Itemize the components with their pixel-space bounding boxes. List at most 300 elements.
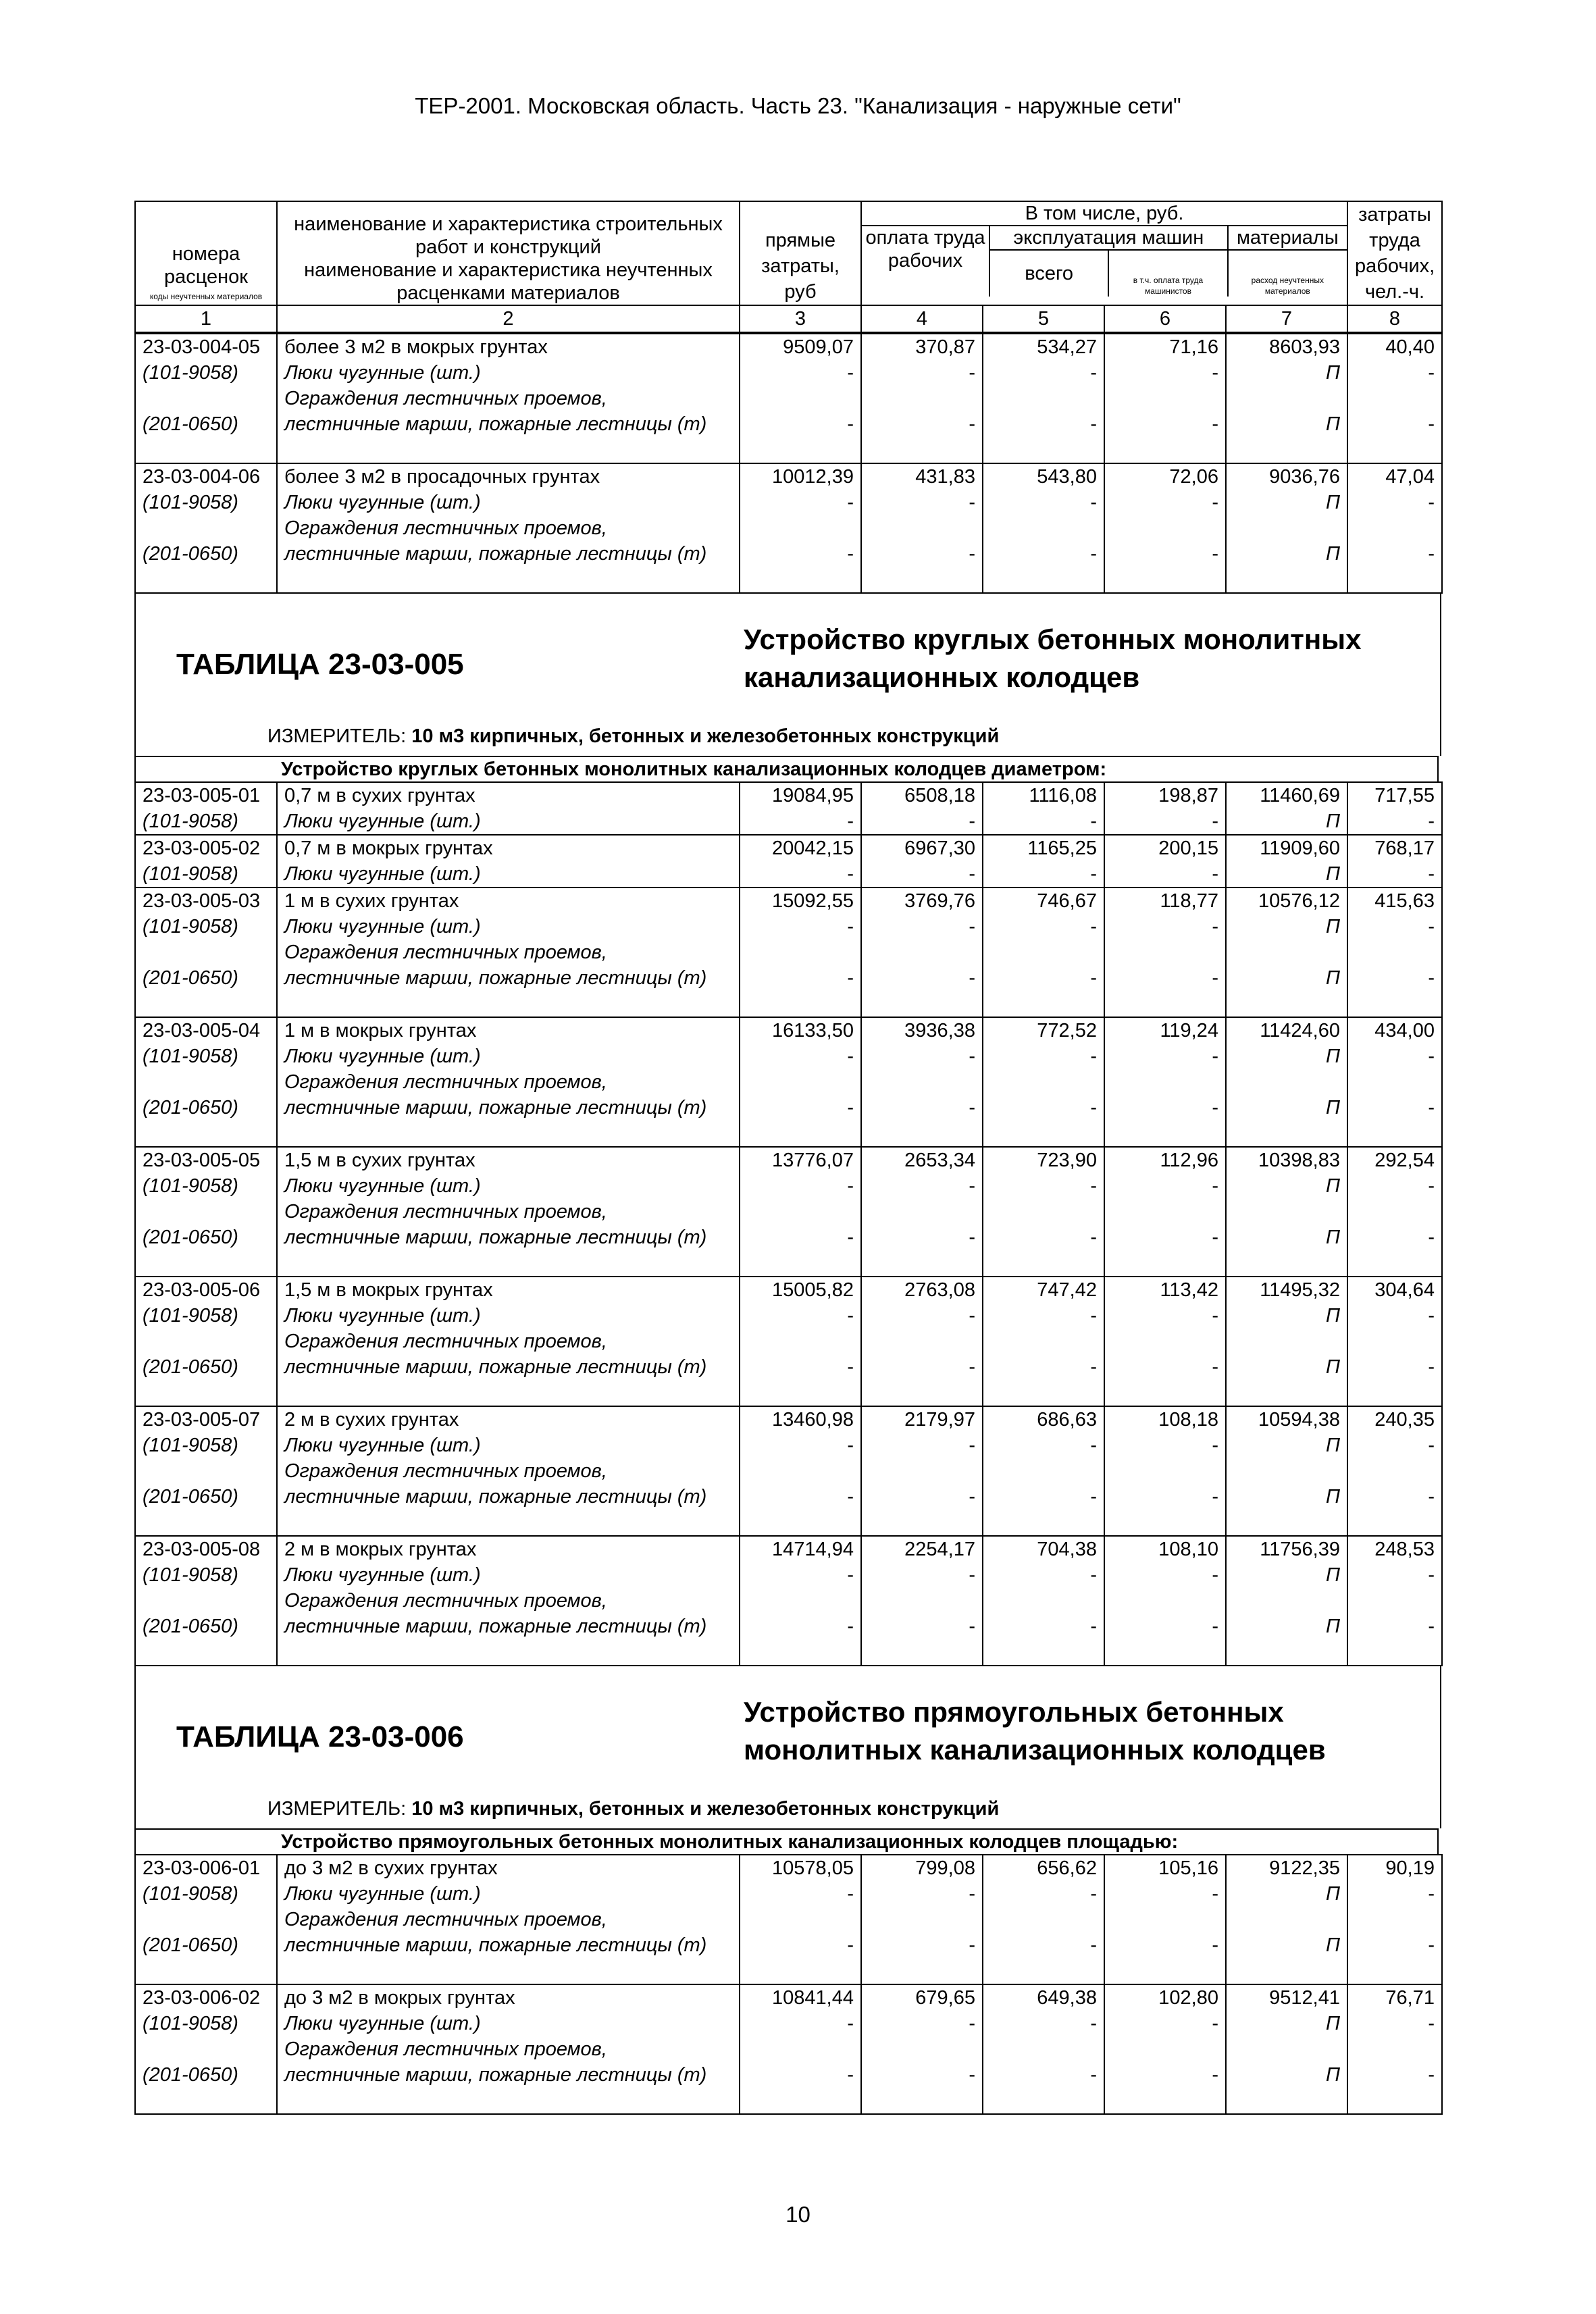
rate-value: 1165,25	[983, 835, 1104, 861]
material-p: П	[1226, 490, 1347, 515]
spacer-cell	[861, 991, 983, 1017]
material-dash	[1104, 1907, 1226, 1932]
rate-value: 11495,32	[1226, 1277, 1347, 1303]
material-dash	[861, 1907, 983, 1932]
material-dash: -	[1347, 914, 1442, 940]
material-name: Люки чугунные (шт.)	[277, 861, 740, 888]
spacer-cell	[983, 1250, 1104, 1277]
material-name: лестничные марши, пожарные лестницы (т)	[277, 1095, 740, 1121]
spacer-cell	[135, 1121, 277, 1147]
material-dash: -	[861, 861, 983, 888]
material-dash	[740, 1588, 861, 1614]
rate-code: 23-03-006-01	[135, 1855, 277, 1881]
table-006-heading	[134, 1666, 1441, 1828]
spacer-cell	[1347, 2088, 1442, 2114]
material-row	[135, 490, 1442, 515]
spacer-cell	[1347, 1958, 1442, 1984]
rate-value: 8603,93	[1226, 334, 1347, 360]
material-p: П	[1226, 411, 1347, 437]
rate-value: 434,00	[1347, 1017, 1442, 1044]
spacer-cell	[861, 1121, 983, 1147]
material-dash: -	[983, 914, 1104, 940]
material-dash: -	[740, 1614, 861, 1639]
spacer-cell	[740, 567, 861, 593]
material-dash	[861, 940, 983, 965]
material-dash	[1104, 1329, 1226, 1354]
material-dash	[983, 1907, 1104, 1932]
rate-value: 772,52	[983, 1017, 1104, 1044]
material-name: лестничные марши, пожарные лестницы (т)	[277, 1225, 740, 1250]
material-code: (101-9058)	[135, 360, 277, 386]
rate-name: 0,7 м в сухих грунтах	[277, 782, 740, 808]
material-dash: -	[1347, 1484, 1442, 1510]
spacer-cell	[277, 991, 740, 1017]
page-header: ТЕР-2001. Московская область. Часть 23. "Канализация - наружные сети"	[415, 93, 1181, 118]
material-p	[1226, 1907, 1347, 1932]
material-dash: -	[1347, 1173, 1442, 1199]
material-dash: -	[983, 1173, 1104, 1199]
rate-value: 431,83	[861, 463, 983, 490]
material-dash: -	[1104, 1354, 1226, 1380]
rate-value: 10594,38	[1226, 1406, 1347, 1433]
material-code: (201-0650)	[135, 1932, 277, 1958]
spacer-cell	[983, 1380, 1104, 1406]
material-dash: -	[861, 1173, 983, 1199]
material-p: П	[1226, 808, 1347, 835]
material-p: П	[1226, 2011, 1347, 2036]
rate-code: 23-03-005-05	[135, 1147, 277, 1173]
material-dash: -	[740, 861, 861, 888]
rate-value: 72,06	[1104, 463, 1226, 490]
row-spacer	[135, 1958, 1442, 1984]
material-dash: -	[983, 1354, 1104, 1380]
material-dash: -	[1347, 2062, 1442, 2088]
spacer-cell	[1347, 437, 1442, 463]
spacer-cell	[983, 991, 1104, 1017]
material-name: Ограждения лестничных проемов,	[277, 1069, 740, 1095]
material-p	[1226, 1458, 1347, 1484]
row-spacer	[135, 1380, 1442, 1406]
rate-value: 13776,07	[740, 1147, 861, 1173]
material-dash	[740, 1199, 861, 1225]
material-dash	[1104, 1458, 1226, 1484]
spacer-cell	[1226, 567, 1347, 593]
material-name: Люки чугунные (шт.)	[277, 360, 740, 386]
rate-code: 23-03-005-06	[135, 1277, 277, 1303]
rate-value: 90,19	[1347, 1855, 1442, 1881]
spacer-cell	[1347, 1639, 1442, 1666]
spacer-cell	[1226, 1380, 1347, 1406]
spacer-cell	[135, 567, 277, 593]
material-code: (101-9058)	[135, 1881, 277, 1907]
material-row	[135, 1069, 1442, 1095]
page-number: 10	[786, 2202, 810, 2227]
spacer-cell	[1226, 991, 1347, 1017]
material-dash: -	[740, 1095, 861, 1121]
material-dash: -	[1104, 914, 1226, 940]
material-dash: -	[861, 1562, 983, 1588]
rate-code: 23-03-005-01	[135, 782, 277, 808]
material-dash: -	[1104, 360, 1226, 386]
rate-name: 1,5 м в мокрых грунтах	[277, 1277, 740, 1303]
material-dash: -	[983, 1562, 1104, 1588]
material-dash: -	[983, 1044, 1104, 1069]
rate-value: 1116,08	[983, 782, 1104, 808]
breakdown-header: В том числе, руб. оплата труда рабочих эксплуатация машин материалы всего в т.ч. оплата труда машинистов расход неучтенных материалов	[861, 201, 1347, 305]
rate-value: 14714,94	[740, 1536, 861, 1562]
material-code	[135, 1329, 277, 1354]
rate-value: 747,42	[983, 1277, 1104, 1303]
rate-value: 9512,41	[1226, 1984, 1347, 2011]
rate-value: 304,64	[1347, 1277, 1442, 1303]
material-dash: -	[983, 1614, 1104, 1639]
spacer-cell	[1347, 1250, 1442, 1277]
spacer-cell	[861, 1380, 983, 1406]
rate-name: 1 м в мокрых грунтах	[277, 1017, 740, 1044]
material-dash: -	[983, 1932, 1104, 1958]
material-dash: -	[861, 1225, 983, 1250]
material-dash: -	[1104, 2062, 1226, 2088]
material-dash: -	[1347, 490, 1442, 515]
material-dash: -	[1104, 490, 1226, 515]
spacer-cell	[1104, 437, 1226, 463]
rate-value: 2179,97	[861, 1406, 983, 1433]
material-dash: -	[861, 1614, 983, 1639]
material-p	[1226, 940, 1347, 965]
material-p: П	[1226, 1433, 1347, 1458]
material-dash	[1347, 2036, 1442, 2062]
material-row	[135, 861, 1442, 888]
column-header-table	[134, 201, 1443, 333]
spacer-cell	[861, 1510, 983, 1536]
material-row	[135, 1562, 1442, 1588]
material-name: лестничные марши, пожарные лестницы (т)	[277, 1354, 740, 1380]
spacer-cell	[1104, 991, 1226, 1017]
material-row	[135, 1881, 1442, 1907]
material-p: П	[1226, 965, 1347, 991]
material-dash: -	[740, 1044, 861, 1069]
material-dash: -	[740, 1932, 861, 1958]
material-code	[135, 940, 277, 965]
rate-value: 102,80	[1104, 1984, 1226, 2011]
material-dash	[983, 2036, 1104, 2062]
rate-value: 248,53	[1347, 1536, 1442, 1562]
material-dash	[1347, 940, 1442, 965]
rate-code: 23-03-006-02	[135, 1984, 277, 2011]
material-row	[135, 940, 1442, 965]
rates-document	[134, 201, 1441, 2115]
material-dash: -	[1104, 1095, 1226, 1121]
rate-value: 108,18	[1104, 1406, 1226, 1433]
spacer-cell	[135, 1510, 277, 1536]
material-p	[1226, 1329, 1347, 1354]
col5-header: всего	[989, 250, 1108, 297]
material-p: П	[1226, 861, 1347, 888]
material-dash	[983, 515, 1104, 541]
material-dash	[1347, 515, 1442, 541]
material-row	[135, 1303, 1442, 1329]
material-dash	[740, 515, 861, 541]
rate-name: более 3 м2 в просадочных грунтах	[277, 463, 740, 490]
material-row	[135, 360, 1442, 386]
rate-code: 23-03-004-05	[135, 334, 277, 360]
rate-value: 292,54	[1347, 1147, 1442, 1173]
material-dash	[740, 1907, 861, 1932]
material-code: (201-0650)	[135, 965, 277, 991]
material-dash	[1104, 1069, 1226, 1095]
spacer-cell	[740, 1639, 861, 1666]
material-name: Люки чугунные (шт.)	[277, 1303, 740, 1329]
material-dash: -	[740, 1354, 861, 1380]
material-code: (201-0650)	[135, 1225, 277, 1250]
material-dash: -	[740, 490, 861, 515]
spacer-cell	[1104, 1958, 1226, 1984]
material-row	[135, 1199, 1442, 1225]
rate-value: 9036,76	[1226, 463, 1347, 490]
col2-header: наименование и характеристика строительных работ и конструкций наименование и характеристика неучтенных расценками материалов	[277, 201, 740, 305]
material-row	[135, 1354, 1442, 1380]
spacer-cell	[1104, 1639, 1226, 1666]
material-code: (201-0650)	[135, 1354, 277, 1380]
spacer-cell	[277, 1510, 740, 1536]
material-code: (101-9058)	[135, 490, 277, 515]
rate-value: 76,71	[1347, 1984, 1442, 2011]
rate-name: до 3 м2 в мокрых грунтах	[277, 1984, 740, 2011]
spacer-cell	[1226, 1639, 1347, 1666]
rate-name: до 3 м2 в сухих грунтах	[277, 1855, 740, 1881]
material-dash: -	[740, 1881, 861, 1907]
spacer-cell	[1104, 2088, 1226, 2114]
material-dash	[1104, 1199, 1226, 1225]
table-005-subheading: Устройство круглых бетонных монолитных канализационных колодцев диаметром:	[134, 756, 1439, 781]
material-dash: -	[1347, 1095, 1442, 1121]
material-dash	[861, 386, 983, 411]
rate-value: 649,38	[983, 1984, 1104, 2011]
material-p: П	[1226, 541, 1347, 567]
material-name: Люки чугунные (шт.)	[277, 808, 740, 835]
rate-code: 23-03-005-02	[135, 835, 277, 861]
rate-value: 15092,55	[740, 888, 861, 914]
spacer-cell	[1347, 1510, 1442, 1536]
material-dash: -	[861, 914, 983, 940]
material-code	[135, 1588, 277, 1614]
spacer-cell	[983, 2088, 1104, 2114]
material-dash	[1347, 1329, 1442, 1354]
material-row	[135, 1095, 1442, 1121]
material-dash: -	[740, 2011, 861, 2036]
material-dash: -	[740, 1562, 861, 1588]
table-row	[135, 1277, 1442, 1303]
material-name: лестничные марши, пожарные лестницы (т)	[277, 1484, 740, 1510]
spacer-cell	[861, 1250, 983, 1277]
rate-name: 0,7 м в мокрых грунтах	[277, 835, 740, 861]
spacer-cell	[861, 1639, 983, 1666]
material-row	[135, 914, 1442, 940]
rate-value: 704,38	[983, 1536, 1104, 1562]
table-005-number: ТАБЛИЦА 23-03-005	[176, 648, 464, 681]
rate-value: 656,62	[983, 1855, 1104, 1881]
rate-value: 11460,69	[1226, 782, 1347, 808]
material-code	[135, 1199, 277, 1225]
material-row	[135, 1614, 1442, 1639]
material-p: П	[1226, 1614, 1347, 1639]
material-row	[135, 2011, 1442, 2036]
rate-code: 23-03-004-06	[135, 463, 277, 490]
table-row	[135, 835, 1442, 861]
material-dash: -	[1104, 1881, 1226, 1907]
material-row	[135, 1484, 1442, 1510]
spacer-cell	[1347, 991, 1442, 1017]
spacer-cell	[983, 1958, 1104, 1984]
row-spacer	[135, 1250, 1442, 1277]
material-row	[135, 1173, 1442, 1199]
material-row	[135, 1044, 1442, 1069]
material-row	[135, 541, 1442, 567]
material-p: П	[1226, 360, 1347, 386]
material-p	[1226, 1588, 1347, 1614]
material-code	[135, 1069, 277, 1095]
rate-value: 198,87	[1104, 782, 1226, 808]
rate-value: 10578,05	[740, 1855, 861, 1881]
material-dash: -	[983, 1095, 1104, 1121]
rows-006	[134, 1854, 1443, 2115]
table-row	[135, 1147, 1442, 1173]
rate-value: 240,35	[1347, 1406, 1442, 1433]
material-dash: -	[1104, 541, 1226, 567]
material-dash	[861, 515, 983, 541]
material-name: лестничные марши, пожарные лестницы (т)	[277, 411, 740, 437]
material-code	[135, 1907, 277, 1932]
material-code: (201-0650)	[135, 1095, 277, 1121]
table-005-measure: ИЗМЕРИТЕЛЬ: 10 м3 кирпичных, бетонных и железобетонных конструкций	[267, 725, 1000, 747]
material-dash	[983, 1199, 1104, 1225]
table-row	[135, 334, 1442, 360]
material-p	[1226, 1069, 1347, 1095]
material-code: (101-9058)	[135, 1173, 277, 1199]
material-dash: -	[1104, 965, 1226, 991]
table-005-heading	[134, 594, 1441, 756]
material-dash: -	[1347, 808, 1442, 835]
material-dash: -	[983, 2062, 1104, 2088]
material-dash: -	[1104, 1614, 1226, 1639]
rate-name: 1 м в сухих грунтах	[277, 888, 740, 914]
material-dash	[861, 1588, 983, 1614]
material-dash: -	[861, 411, 983, 437]
row-spacer	[135, 991, 1442, 1017]
material-p: П	[1226, 1562, 1347, 1588]
material-code	[135, 386, 277, 411]
spacer-cell	[1226, 1958, 1347, 1984]
rate-value: 723,90	[983, 1147, 1104, 1173]
material-dash: -	[740, 1173, 861, 1199]
material-dash	[861, 1329, 983, 1354]
material-row	[135, 386, 1442, 411]
rate-value: 112,96	[1104, 1147, 1226, 1173]
spacer-cell	[983, 437, 1104, 463]
rate-value: 19084,95	[740, 782, 861, 808]
material-row	[135, 1329, 1442, 1354]
rate-value: 3769,76	[861, 888, 983, 914]
spacer-cell	[1226, 1250, 1347, 1277]
material-dash	[1104, 515, 1226, 541]
rate-value: 108,10	[1104, 1536, 1226, 1562]
material-code: (101-9058)	[135, 1303, 277, 1329]
column-number-row: 1 2 3 4 5 6 7 8	[135, 305, 1442, 332]
material-dash: -	[1347, 1225, 1442, 1250]
rate-name: более 3 м2 в мокрых грунтах	[277, 334, 740, 360]
rate-value: 10012,39	[740, 463, 861, 490]
spacer-cell	[135, 1250, 277, 1277]
spacer-cell	[861, 567, 983, 593]
material-dash	[1347, 1069, 1442, 1095]
spacer-cell	[277, 1639, 740, 1666]
material-name: лестничные марши, пожарные лестницы (т)	[277, 2062, 740, 2088]
rate-value: 16133,50	[740, 1017, 861, 1044]
rate-name: 1,5 м в сухих грунтах	[277, 1147, 740, 1173]
material-dash	[861, 2036, 983, 2062]
rate-value: 105,16	[1104, 1855, 1226, 1881]
rate-name: 2 м в сухих грунтах	[277, 1406, 740, 1433]
rate-value: 534,27	[983, 334, 1104, 360]
spacer-cell	[740, 437, 861, 463]
row-spacer	[135, 567, 1442, 593]
material-name: Люки чугунные (шт.)	[277, 1433, 740, 1458]
material-dash: -	[740, 411, 861, 437]
material-name: Ограждения лестничных проемов,	[277, 1588, 740, 1614]
material-dash: -	[861, 2062, 983, 2088]
col7-header: расход неучтенных материалов	[1251, 276, 1324, 296]
spacer-cell	[983, 1510, 1104, 1536]
material-p	[1226, 2036, 1347, 2062]
material-dash: -	[983, 411, 1104, 437]
material-dash: -	[983, 861, 1104, 888]
material-name: Люки чугунные (шт.)	[277, 914, 740, 940]
row-spacer	[135, 437, 1442, 463]
material-dash: -	[740, 360, 861, 386]
table-row	[135, 1017, 1442, 1044]
material-dash	[740, 940, 861, 965]
row-spacer	[135, 2088, 1442, 2114]
material-dash: -	[1104, 411, 1226, 437]
material-dash: -	[983, 360, 1104, 386]
material-p: П	[1226, 1173, 1347, 1199]
material-dash: -	[1104, 1173, 1226, 1199]
rate-value: 799,08	[861, 1855, 983, 1881]
rate-value: 370,87	[861, 334, 983, 360]
spacer-cell	[1104, 1380, 1226, 1406]
rate-value: 13460,98	[740, 1406, 861, 1433]
material-dash: -	[861, 541, 983, 567]
material-code: (201-0650)	[135, 1614, 277, 1639]
material-dash	[983, 940, 1104, 965]
spacer-cell	[983, 567, 1104, 593]
material-name: лестничные марши, пожарные лестницы (т)	[277, 1614, 740, 1639]
material-dash: -	[1347, 2011, 1442, 2036]
table-006-number: ТАБЛИЦА 23-03-006	[176, 1720, 464, 1753]
material-name: Ограждения лестничных проемов,	[277, 1458, 740, 1484]
material-code: (101-9058)	[135, 861, 277, 888]
material-dash	[1104, 1588, 1226, 1614]
spacer-cell	[277, 437, 740, 463]
spacer-cell	[1104, 1510, 1226, 1536]
spacer-cell	[135, 437, 277, 463]
material-name: Люки чугунные (шт.)	[277, 1881, 740, 1907]
rate-value: 10398,83	[1226, 1147, 1347, 1173]
material-dash: -	[1104, 808, 1226, 835]
rate-value: 6508,18	[861, 782, 983, 808]
spacer-cell	[861, 1958, 983, 1984]
rate-value: 15005,82	[740, 1277, 861, 1303]
